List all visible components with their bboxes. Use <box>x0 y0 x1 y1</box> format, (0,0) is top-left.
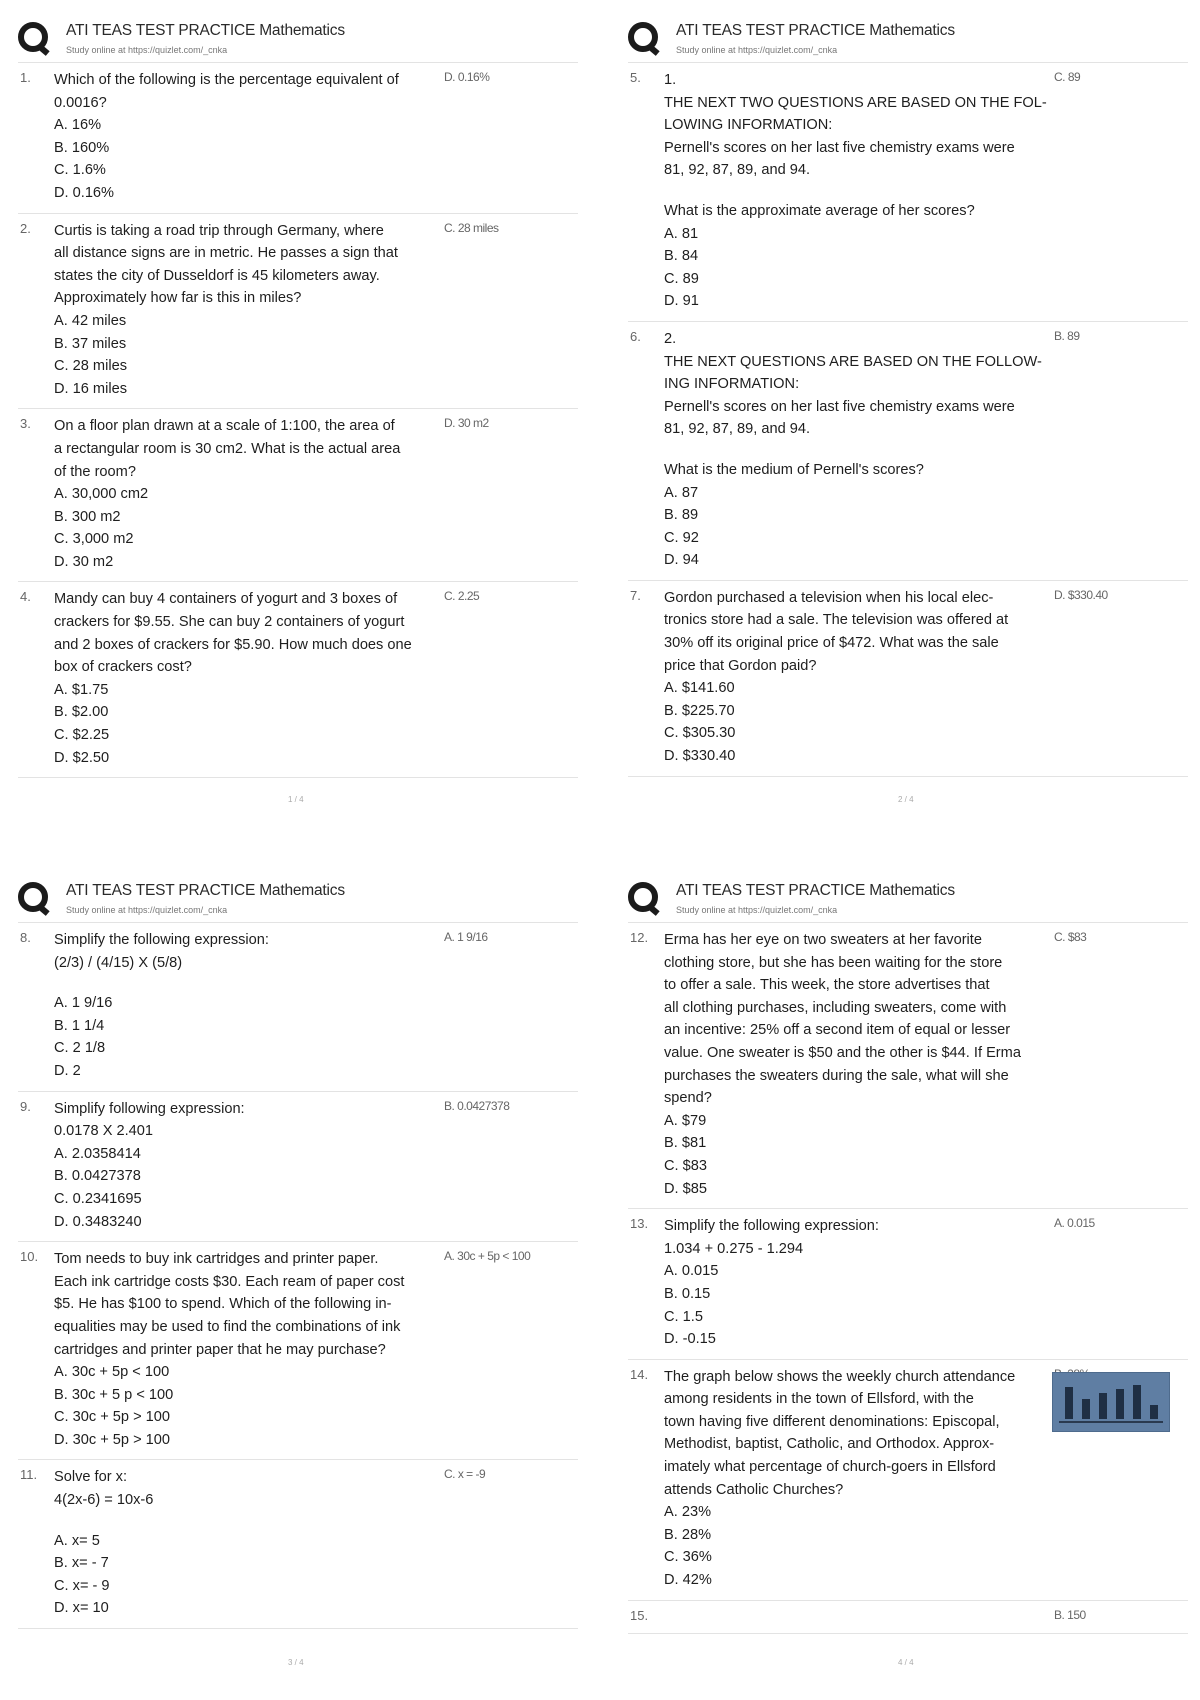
question-number: 3. <box>20 416 31 432</box>
question-line: Which of the following is the percentage equivalent of <box>54 72 399 88</box>
question-line: an incentive: 25% off a second item of equal or lesser <box>664 1022 1011 1039</box>
question-text <box>664 69 1050 313</box>
question-line: A. $141.60 <box>664 680 735 697</box>
question-line: B. 0.15 <box>664 1285 711 1302</box>
question-line: Pernell's scores on her last five chemistry exams were <box>664 139 1015 156</box>
question-line: B. 300 m2 <box>54 508 121 525</box>
question-text <box>54 588 440 769</box>
answer-key: A. 0.015 <box>1054 1216 1095 1231</box>
question-number: 6. <box>630 328 641 344</box>
question-line: THE NEXT QUESTIONS ARE BASED ON THE FOLLOW- <box>664 353 1042 370</box>
question-line: A. $79 <box>664 1112 707 1129</box>
page-subtitle-link[interactable]: Study online at https://quizlet.com/_cnka <box>66 45 228 55</box>
question-list <box>628 62 1188 776</box>
question-line: to offer a sale. This week, the store advertises that <box>664 977 990 994</box>
answer-key: C. 2.25 <box>444 589 480 604</box>
chart-bar <box>1116 1389 1124 1419</box>
question-line: Each ink cartridge costs $30. Each ream of paper cost <box>54 1273 405 1290</box>
page-subtitle-link[interactable]: Study online at https://quizlet.com/_cnka <box>676 905 838 915</box>
question-text <box>54 69 440 205</box>
page-number: 2 / 4 <box>898 795 914 804</box>
question-card <box>18 1241 578 1459</box>
question-number: 5. <box>630 70 641 85</box>
page-2 <box>628 18 1188 777</box>
question-card <box>18 1091 578 1242</box>
question-card <box>628 580 1188 776</box>
quizlet-logo-icon <box>628 882 658 912</box>
question-line: A. 30,000 cm2 <box>54 486 149 503</box>
question-line: 1.034 + 0.275 - 1.294 <box>664 1240 804 1257</box>
question-line: D. $2.50 <box>54 749 110 766</box>
question-line: (2/3) / (4/15) X (5/8) <box>54 954 183 971</box>
question-text <box>664 587 1050 768</box>
question-line: B. $2.00 <box>54 704 109 721</box>
question-line <box>664 1607 1050 1625</box>
question-list <box>18 62 578 777</box>
question-line: spend? <box>664 1090 712 1107</box>
question-line: B. 37 miles <box>54 335 127 352</box>
question-line: D. 2 <box>54 1062 81 1079</box>
question-line: 1. <box>664 72 677 88</box>
question-line: equalities may be used to find the combinations of ink <box>54 1318 401 1335</box>
question-card <box>628 1208 1188 1359</box>
question-line: The graph below shows the weekly church attendance <box>664 1368 1016 1385</box>
question-line: D. $85 <box>664 1180 707 1197</box>
question-line: C. 1.6% <box>54 162 106 179</box>
question-line: Simplify the following expression: <box>664 1218 879 1235</box>
attendance-chart-thumbnail <box>1052 1372 1170 1432</box>
question-card <box>628 321 1188 580</box>
question-line: A. 1 9/16 <box>54 995 113 1012</box>
question-card <box>18 922 578 1091</box>
question-line: C. $83 <box>664 1157 707 1174</box>
page-1 <box>18 18 578 778</box>
page-title: ATI TEAS TEST PRACTICE Mathematics <box>676 882 955 899</box>
page-3 <box>18 878 578 1629</box>
question-line: 4(2x-6) = 10x-6 <box>54 1492 154 1509</box>
question-text <box>54 1098 440 1234</box>
question-text <box>54 929 440 1083</box>
question-line: LOWING INFORMATION: <box>664 117 833 134</box>
question-line: Erma has her eye on two sweaters at her favorite <box>664 932 982 948</box>
question-line: D. 16 miles <box>54 380 127 397</box>
quizlet-logo-icon <box>628 22 658 52</box>
page-subtitle-link[interactable]: Study online at https://quizlet.com/_cnka <box>676 45 838 55</box>
question-line: A. 87 <box>664 484 699 501</box>
chart-bar <box>1150 1405 1158 1419</box>
page-4 <box>628 878 1188 1634</box>
question-line: D. 94 <box>664 552 699 569</box>
question-line: all distance signs are in metric. He passes a sign that <box>54 245 398 262</box>
page-title: ATI TEAS TEST PRACTICE Mathematics <box>66 22 345 39</box>
question-card <box>628 62 1188 321</box>
question-card <box>18 1459 578 1628</box>
question-text <box>664 929 1050 1200</box>
quizlet-logo-icon <box>18 22 48 52</box>
question-line <box>664 441 1050 459</box>
question-line: B. 0.0427378 <box>54 1168 141 1185</box>
question-line: What is the approximate average of her scores? <box>664 202 975 219</box>
answer-key: B. 89 <box>1054 328 1080 343</box>
question-number: 15. <box>630 1607 649 1623</box>
question-number: 2. <box>20 220 31 236</box>
question-line: C. 3,000 m2 <box>54 531 134 548</box>
page-header <box>18 878 578 922</box>
question-line: What is the medium of Pernell's scores? <box>664 461 924 478</box>
question-list <box>628 922 1188 1633</box>
question-line: A. 16% <box>54 117 102 134</box>
question-line: ING INFORMATION: <box>664 376 800 393</box>
question-line: B. 160% <box>54 139 110 156</box>
question-line: B. $225.70 <box>664 702 735 719</box>
question-line: C. 28 miles <box>54 358 127 375</box>
question-line <box>54 974 440 992</box>
question-line: A. x= 5 <box>54 1532 100 1549</box>
question-card <box>18 581 578 777</box>
question-number: 12. <box>630 930 649 945</box>
question-line: C. 36% <box>664 1549 712 1566</box>
question-number: 8. <box>20 930 31 945</box>
question-line: C. 2 1/8 <box>54 1040 106 1057</box>
question-line: B. 84 <box>664 248 699 265</box>
question-line: On a floor plan drawn at a scale of 1:100, the area of <box>54 418 395 435</box>
question-line: Solve for x: <box>54 1469 127 1486</box>
question-list <box>18 922 578 1628</box>
question-line: 0.0016? <box>54 94 107 111</box>
chart-bar <box>1133 1385 1141 1419</box>
question-number: 7. <box>630 587 641 603</box>
question-card <box>18 62 578 213</box>
page-title: ATI TEAS TEST PRACTICE Mathematics <box>66 882 345 899</box>
chart-axis <box>1059 1421 1163 1423</box>
question-line: cartridges and printer paper that he may purchase? <box>54 1341 386 1358</box>
question-line <box>664 182 1050 200</box>
question-text <box>54 1248 440 1451</box>
question-line: B. 89 <box>664 507 699 524</box>
question-line: A. 30c + 5p < 100 <box>54 1364 170 1381</box>
question-line: tronics store had a sale. The television was offered at <box>664 612 1009 629</box>
chart-bar <box>1099 1393 1107 1419</box>
question-number: 9. <box>20 1098 31 1114</box>
question-line: Simplify the following expression: <box>54 932 269 948</box>
question-line: C. 30c + 5p > 100 <box>54 1409 171 1426</box>
chart-bar <box>1082 1399 1090 1419</box>
question-line: 2. <box>664 330 677 347</box>
question-line: among residents in the town of Ellsford, with the <box>664 1391 974 1408</box>
question-line: Curtis is taking a road trip through Germany, where <box>54 222 384 239</box>
question-line: D. x= 10 <box>54 1600 109 1617</box>
question-line: and 2 boxes of crackers for $5.90. How much does one <box>54 636 412 653</box>
question-number: 10. <box>20 1249 39 1265</box>
question-line: price that Gordon paid? <box>664 657 817 674</box>
quizlet-logo-icon <box>18 882 48 912</box>
question-line: A. 23% <box>664 1504 712 1521</box>
question-line <box>54 1512 440 1530</box>
question-text <box>664 1215 1050 1351</box>
question-line: town having five different denominations: Episcopal, <box>664 1413 1000 1430</box>
page-header <box>628 18 1188 62</box>
question-card <box>18 408 578 581</box>
question-number: 14. <box>630 1366 649 1382</box>
question-line: C. 89 <box>664 270 699 287</box>
question-line: Pernell's scores on her last five chemistry exams were <box>664 398 1015 415</box>
question-line: D. -0.15 <box>664 1331 716 1348</box>
question-text <box>54 220 440 401</box>
page-number: 4 / 4 <box>898 1658 914 1667</box>
question-line: THE NEXT TWO QUESTIONS ARE BASED ON THE FOL- <box>664 94 1047 111</box>
question-line: B. $81 <box>664 1135 707 1152</box>
page-title: ATI TEAS TEST PRACTICE Mathematics <box>676 22 955 39</box>
question-line: A. $1.75 <box>54 681 109 698</box>
question-line: Methodist, baptist, Catholic, and Orthodox. Approx- <box>664 1436 995 1453</box>
question-line: states the city of Dusseldorf is 45 kilometers away. <box>54 267 380 284</box>
question-line: Tom needs to buy ink cartridges and printer paper. <box>54 1251 379 1268</box>
question-line: D. 0.3483240 <box>54 1213 142 1230</box>
page-number: 1 / 4 <box>288 795 304 804</box>
question-card <box>628 1600 1188 1633</box>
question-card <box>628 922 1188 1208</box>
answer-key: A. 30c + 5p < 100 <box>444 1249 531 1264</box>
page-number: 3 / 4 <box>288 1658 304 1667</box>
question-line: C. x= - 9 <box>54 1577 110 1594</box>
question-line: C. 1.5 <box>664 1308 703 1325</box>
page-subtitle-link[interactable]: Study online at https://quizlet.com/_cnka <box>66 905 228 915</box>
question-line: crackers for $9.55. She can buy 2 containers of yogurt <box>54 614 405 631</box>
question-line: A. 81 <box>664 225 699 242</box>
question-text <box>54 1466 440 1620</box>
question-number: 1. <box>20 70 31 85</box>
question-line: all clothing purchases, including sweaters, come with <box>664 999 1007 1016</box>
question-line: C. 0.2341695 <box>54 1190 142 1207</box>
question-line: B. 30c + 5 p < 100 <box>54 1386 174 1403</box>
answer-key: B. 150 <box>1054 1607 1086 1622</box>
question-line: Gordon purchased a television when his local elec- <box>664 589 994 606</box>
question-line: D. $330.40 <box>664 748 736 765</box>
question-line: C. $305.30 <box>664 725 736 742</box>
question-line: D. 30 m2 <box>54 553 114 570</box>
question-line: Approximately how far is this in miles? <box>54 290 302 307</box>
question-text <box>664 1366 1050 1592</box>
question-line: B. 1 1/4 <box>54 1017 105 1034</box>
question-line: 81, 92, 87, 89, and 94. <box>664 162 811 179</box>
question-line: D. 0.16% <box>54 184 115 201</box>
question-line: of the room? <box>54 463 136 480</box>
question-line: C. $2.25 <box>54 727 110 744</box>
question-number: 4. <box>20 589 31 605</box>
question-card <box>628 1359 1188 1600</box>
question-line: D. 42% <box>664 1572 712 1589</box>
question-line: purchases the sweaters during the sale, what will she <box>664 1067 1009 1084</box>
question-line: attends Catholic Churches? <box>664 1481 844 1498</box>
question-line: A. 0.015 <box>664 1263 719 1280</box>
answer-key: D. 30 m2 <box>444 416 489 431</box>
question-line: imately what percentage of church-goers in Ellsford <box>664 1459 996 1476</box>
answer-key: A. 1 9/16 <box>444 930 488 944</box>
question-line: 30% off its original price of $472. What was the sale <box>664 635 999 652</box>
answer-key: C. 89 <box>1054 70 1081 84</box>
question-line: clothing store, but she has been waiting for the store <box>664 954 1003 971</box>
question-text <box>664 1607 1050 1625</box>
question-line: B. 28% <box>664 1526 712 1543</box>
question-text <box>54 415 440 573</box>
question-card <box>18 213 578 409</box>
question-line: D. 30c + 5p > 100 <box>54 1431 171 1448</box>
answer-key: D. $330.40 <box>1054 587 1108 602</box>
answer-key: C. 28 miles <box>444 220 499 235</box>
question-line: $5. He has $100 to spend. Which of the following in- <box>54 1296 392 1313</box>
chart-bar <box>1065 1387 1073 1419</box>
question-line: A. 2.0358414 <box>54 1145 141 1162</box>
page-header <box>628 878 1188 922</box>
question-number: 11. <box>20 1467 38 1483</box>
question-line: Simplify following expression: <box>54 1100 245 1117</box>
answer-key: C. x = -9 <box>444 1467 486 1482</box>
question-line: D. 91 <box>664 293 699 310</box>
page-header <box>18 18 578 62</box>
question-text <box>664 328 1050 572</box>
answer-key: B. 0.0427378 <box>444 1098 510 1113</box>
question-line: Mandy can buy 4 containers of yogurt and 3 boxes of <box>54 591 398 608</box>
question-line: value. One sweater is $50 and the other is $44. If Erma <box>664 1044 1021 1061</box>
question-line: a rectangular room is 30 cm2. What is the actual area <box>54 440 401 457</box>
question-line: 0.0178 X 2.401 <box>54 1123 153 1140</box>
question-number: 13. <box>630 1216 649 1232</box>
answer-key: C. $83 <box>1054 930 1087 944</box>
question-line: 81, 92, 87, 89, and 94. <box>664 421 811 438</box>
question-line: B. x= - 7 <box>54 1555 109 1572</box>
question-line: box of crackers cost? <box>54 659 192 676</box>
question-line: C. 92 <box>664 529 699 546</box>
question-line: A. 42 miles <box>54 312 127 329</box>
answer-key: D. 0.16% <box>444 70 490 84</box>
